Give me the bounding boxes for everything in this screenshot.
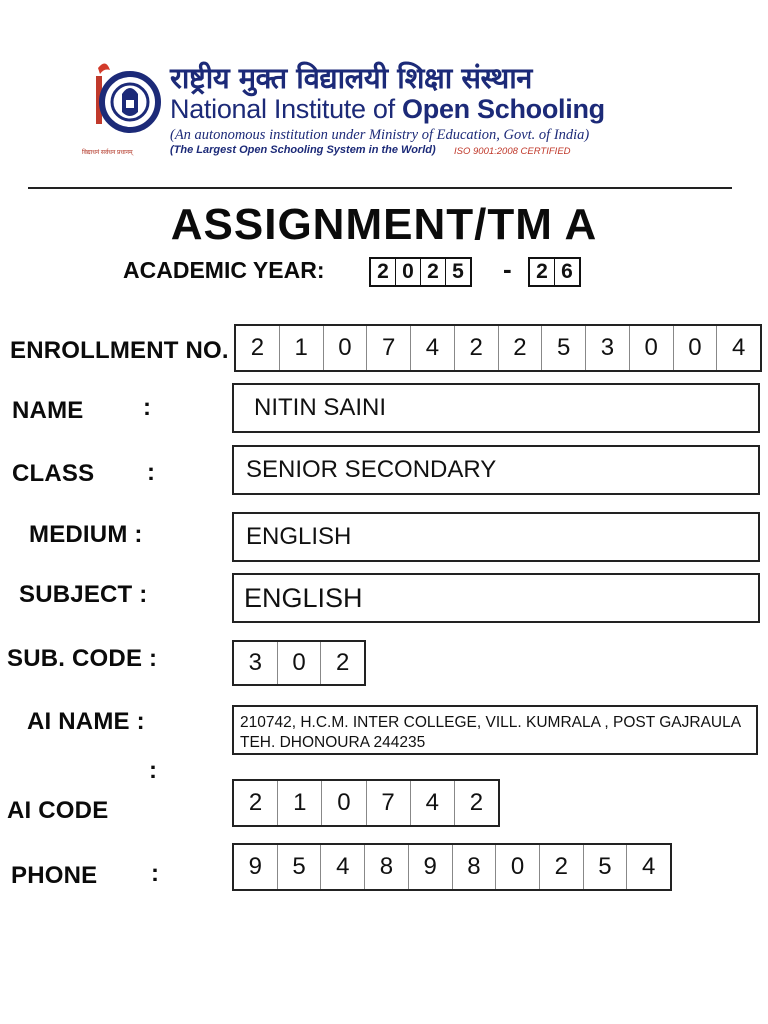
subject-label: SUBJECT :	[19, 581, 148, 608]
enrollment-digit: 1	[280, 326, 324, 370]
nios-logo	[92, 60, 162, 156]
ai-name-value: 210742, H.C.M. INTER COLLEGE, VILL. KUMRALA , POST GAJRAULA TEH. DHONOURA 244235	[240, 714, 741, 751]
year-digit: 2	[371, 259, 396, 285]
institute-subtitle: (An autonomous institution under Ministry of Education, Govt. of India)	[170, 127, 590, 143]
medium-field[interactable]	[232, 512, 760, 562]
enrollment-digit: 0	[674, 326, 718, 370]
phone-digit: 8	[453, 845, 497, 889]
medium-value: ENGLISH	[246, 523, 352, 550]
ai-code-digit: 4	[411, 781, 455, 825]
enrollment-digit: 0	[324, 326, 368, 370]
class-value: SENIOR SECONDARY	[246, 456, 497, 483]
ai-code-digit: 7	[367, 781, 411, 825]
ai-code-digit: 1	[278, 781, 322, 825]
enrollment-digit: 3	[586, 326, 630, 370]
institute-tagline: (The Largest Open Schooling System in the World)	[170, 144, 436, 156]
class-field[interactable]	[232, 445, 760, 495]
ai-code-label: AI CODE	[7, 797, 109, 824]
phone-digit: 5	[584, 845, 628, 889]
year-digit: 2	[530, 259, 555, 285]
year-digit: 2	[421, 259, 446, 285]
ai-code-colon: :	[149, 757, 157, 784]
academic-year-label: ACADEMIC YEAR:	[123, 257, 325, 283]
phone-digit: 9	[234, 845, 278, 889]
sub-code-digit: 2	[336, 649, 350, 676]
name-value: NITIN SAINI	[254, 394, 387, 421]
phone-digit: 2	[540, 845, 584, 889]
enrollment-digit: 2	[499, 326, 543, 370]
sub-code-field[interactable]	[232, 640, 366, 686]
ai-code-digit: 2	[234, 781, 278, 825]
phone-digit: 4	[321, 845, 365, 889]
iso-certification: ISO 9001:2008 CERTIFIED	[454, 146, 571, 157]
enrollment-digit: 5	[542, 326, 586, 370]
phone-colon: :	[151, 860, 159, 887]
year-digit: 0	[396, 259, 421, 285]
name-field[interactable]	[232, 383, 760, 433]
phone-digit: 4	[642, 853, 656, 880]
phone-field[interactable]	[232, 843, 672, 891]
enrollment-digit: 4	[411, 326, 455, 370]
academic-year-second-box	[528, 257, 581, 287]
year-digit: 5	[452, 260, 464, 283]
ai-code-digit: 0	[322, 781, 366, 825]
subject-value: ENGLISH	[244, 582, 363, 613]
phone-digit: 9	[409, 845, 453, 889]
phone-digit: 5	[278, 845, 322, 889]
ai-name-field[interactable]	[232, 705, 758, 755]
name-colon: :	[143, 394, 151, 421]
sub-code-label: SUB. CODE :	[7, 645, 158, 672]
name-label: NAME	[12, 397, 84, 424]
enrollment-number-field[interactable]	[234, 324, 762, 372]
enrollment-label: ENROLLMENT NO.	[10, 337, 229, 364]
ai-name-label: AI NAME :	[27, 708, 145, 735]
enrollment-digit: 2	[455, 326, 499, 370]
academic-year-separator: -	[503, 254, 512, 284]
phone-digit: 8	[365, 845, 409, 889]
medium-label: MEDIUM :	[29, 521, 143, 548]
academic-year-first-box	[369, 257, 472, 287]
phone-label: PHONE	[11, 862, 98, 889]
logo-caption: विद्याधनं सर्वधन प्रधानम्	[82, 150, 133, 156]
class-label: CLASS	[12, 460, 95, 487]
ai-code-field[interactable]	[232, 779, 500, 827]
enrollment-digit: 7	[367, 326, 411, 370]
institute-name	[170, 94, 605, 125]
phone-digit: 0	[496, 845, 540, 889]
institute-hindi-name: राष्ट्रीय मुक्त विद्यालयी शिक्षा संस्थान	[170, 61, 532, 95]
year-digit: 6	[561, 260, 573, 283]
institute-name-regular: National Institute of	[170, 94, 403, 124]
sub-code-digit: 3	[234, 642, 278, 684]
sub-code-digit: 0	[278, 642, 322, 684]
enrollment-digit: 0	[630, 326, 674, 370]
enrollment-digit: 4	[731, 334, 746, 361]
enrollment-digit: 2	[236, 326, 280, 370]
class-colon: :	[147, 459, 155, 486]
institute-name-bold: Open Schooling	[402, 94, 605, 124]
page-title: ASSIGNMENT/TM A	[170, 200, 598, 249]
header-divider	[28, 187, 732, 189]
subject-field[interactable]	[232, 573, 760, 623]
ai-code-digit: 2	[469, 789, 484, 816]
